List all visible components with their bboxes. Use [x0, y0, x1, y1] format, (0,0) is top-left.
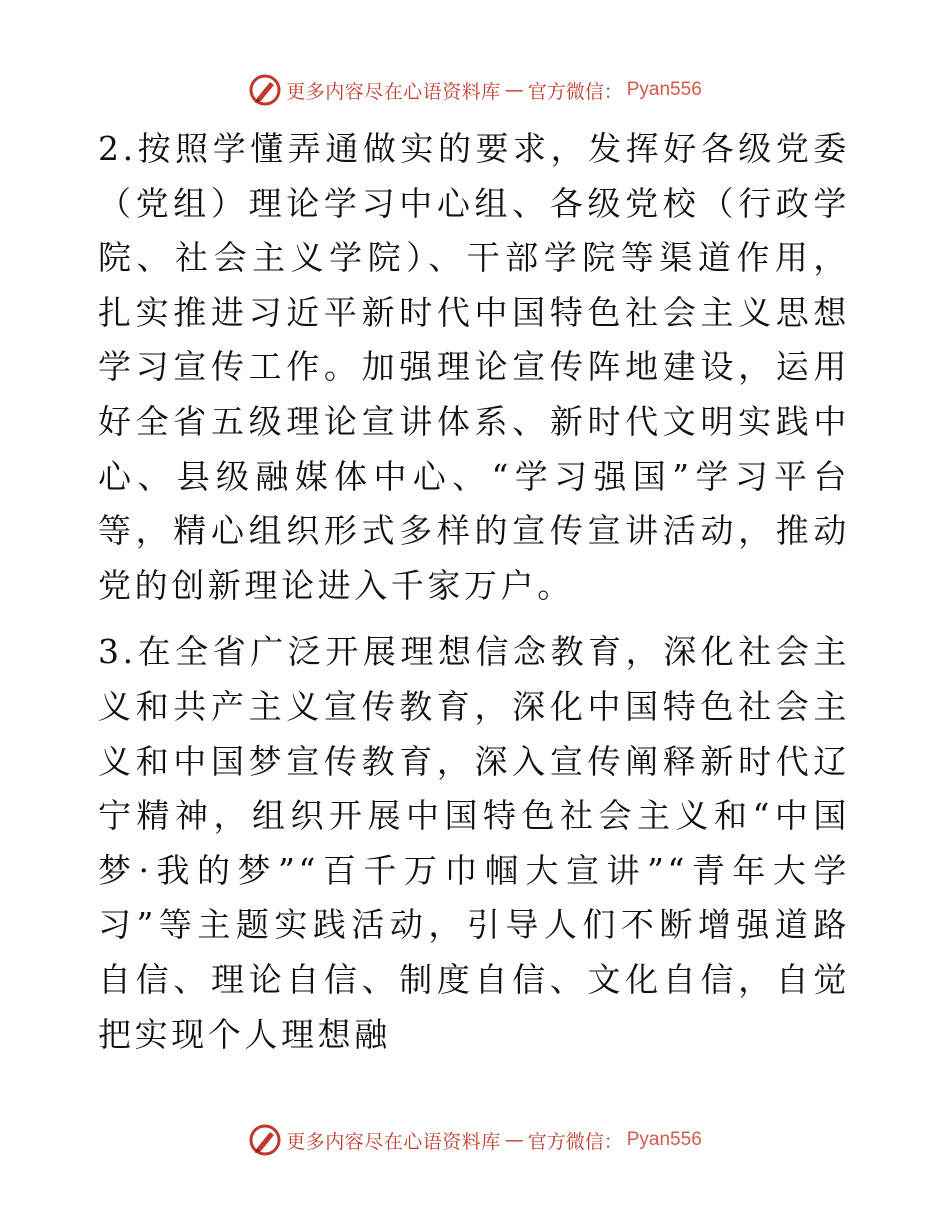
- paragraph-3: 3.在全省广泛开展理想信念教育，深化社会主义和共产主义宣传教育，深化中国特色社会主义和中国梦宣传教育，深入宣传阐释新时代辽宁精神，组织开展中国特色社会主义和“中国梦·我的梦”“百千万巾帼大宣讲”“青年大学习”等主题实践活动，引导人们不断增强道路自信、理论自信、制度自信、文化自信，自觉把实现个人理想融: [98, 632, 850, 1054]
- watermark-text: 更多内容尽在心语资料库: [286, 80, 501, 103]
- pen-logo-icon: [248, 1123, 282, 1157]
- watermark-separator: —: [504, 1129, 524, 1151]
- paragraph-2: 2.按照学懂弄通做实的要求，发挥好各级党委（党组）理论学习中心组、各级党校（行政学院、社会主义学院）、干部学院等渠道作用，扎实推进习近平新时代中国特色社会主义思想学习宣传工作。加强理论宣传阵地建设，运用好全省五级理论宣讲体系、新时代文明实践中心、县级融媒体中心、“学习强国”学习平台等，精心组织形式多样的宣传宣讲活动，推动党的创新理论进入千家万户。: [98, 129, 850, 605]
- footer-watermark: [0, 1120, 950, 1160]
- watermark-handle: Pyan556: [626, 79, 702, 100]
- document-body: [98, 122, 850, 1062]
- watermark-handle: Pyan556: [626, 1129, 702, 1150]
- watermark-separator: —: [504, 79, 524, 101]
- header-watermark: [0, 70, 950, 110]
- pen-logo-icon: [248, 73, 282, 107]
- watermark-text: 更多内容尽在心语资料库: [286, 1130, 501, 1153]
- watermark-label: 官方微信：: [527, 80, 623, 103]
- watermark-label: 官方微信：: [527, 1130, 623, 1153]
